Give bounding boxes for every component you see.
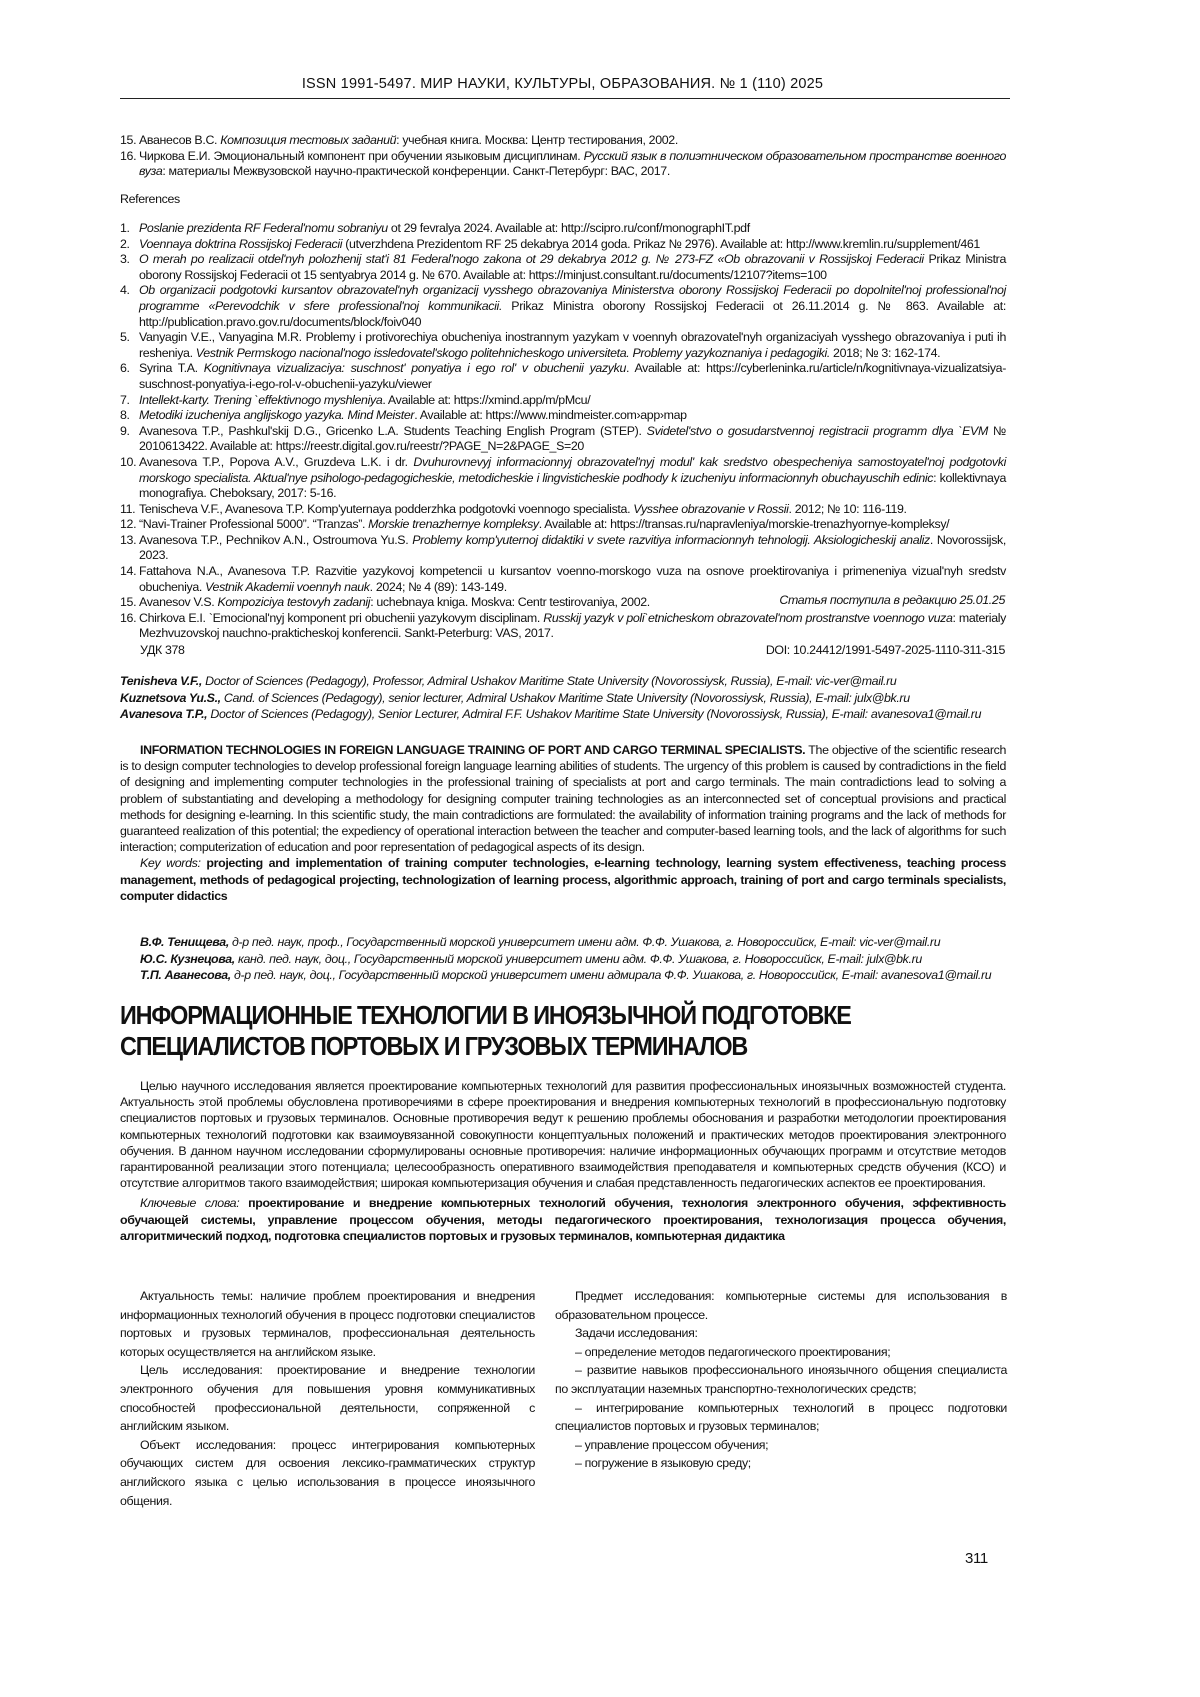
reference-item (120, 564, 1006, 595)
keywords-label: Key words: (140, 856, 201, 871)
reference-segment: . Available at: https://xmind.app/m/pMcu/ (382, 392, 591, 407)
reference-text (139, 517, 949, 531)
article-title: ИНФОРМАЦИОННЫЕ ТЕХНОЛОГИИ В ИНОЯЗЫЧНОЙ ПОДГОТОВКЕ СПЕЦИАЛИСТОВ ПОРТОВЫХ И ГРУЗОВЫХ ТЕРМИНАЛОВ (120, 1000, 851, 1061)
reference-item (120, 533, 1006, 564)
reference-text (139, 133, 678, 147)
reference-number: 16. (120, 610, 137, 625)
reference-segment: : materialy Mezhvuzovskoj nauchno-prakticheskoj konferencii. Sankt-Peterburg: VAS, 2017. (139, 610, 1006, 641)
reference-text (139, 393, 590, 407)
reference-item (120, 393, 1006, 409)
paragraph: Цель исследования: проектирование и внедрение технологии электронного обучения для повышения уровня коммуникативных способностей профессиональной деятельности, сопряженной с английским языком. (120, 1363, 535, 1434)
reference-segment: Fattahova N.A., Avanesova T.P. Razvitie yazykovoj kompetencii u kursantov voenno-morskogo vuza na osnove proektirovaniya i primeneniya vizual'nyh sredstv obucheniya. (139, 564, 1006, 594)
reference-segment: : материалы Межвузовской научно-практической конференции. Санкт-Петербург: ВАС, 2017. (162, 164, 670, 179)
reference-title: Ob organizacii podgotovki kursantov obrazovatel'nyh organizacij vysshego obrazovaniya Ministerstva oborony Rossijskoj Federacii po dopolnitel'noj professional'noj programme «Perevodchik v sfere professional'noj kommunikacii. (139, 283, 1006, 313)
reference-text (139, 361, 1006, 391)
reference-text (139, 595, 650, 609)
reference-number: 7. (120, 392, 130, 407)
paragraph: Актуальность темы: наличие проблем проектирования и внедрения информационных технологий обучения в процесс подготовки специалистов портовых и грузовых терминалов, профессиональная деятельность которых осуществляется на английском языке. (120, 1289, 535, 1359)
reference-text (139, 533, 1006, 563)
reference-number: 11. (120, 501, 136, 516)
reference-segment: Vanyagin V.E., Vanyagina M.R. Problemy i protivorechiya obucheniya inostrannym yazykam v voennyh obrazovatel'nyh organizaciyah vysshego obrazovaniya i puti ih resheniya. (139, 330, 1006, 360)
reference-title: Русский язык в полиэтническом образовательном пространстве военного вуза (139, 148, 1006, 179)
reference-number: 4. (120, 283, 130, 298)
reference-item (120, 330, 1006, 361)
reference-text (139, 408, 687, 422)
reference-number: 3. (120, 252, 130, 267)
header-divider (120, 98, 1010, 99)
author-entry: Tenisheva V.F., Doctor of Sciences (Pedagogy), Professor, Admiral Ushakov Maritime State University (Novorossiysk, Russia), E-mail: vic-ver@mail.ru (120, 674, 897, 688)
reference-item: 16. Чиркова Е.И. Эмоциональный компонент при обучении языковым дисциплинам. Русский язык в полиэтническом образовательном пространстве военного вуза: материалы Межвузовской научно-практической конференции. Санкт-Петербург: ВАС, 2017. (120, 148, 1006, 179)
reference-number: 15. (120, 595, 137, 610)
keywords-en: projecting and implementation of training computer technologies, e-learning technology, learning system effectiveness, teaching process management, methods of pedagogical projecting, technologization of learning process, algorithmic approach, training of port and cargo terminals specialists, computer didactics (120, 856, 1006, 903)
author-entry: Ю.С. Кузнецова, канд. пед. наук, доц., Государственный морской университет имени адм. Ф.Ф. Ушакова, г. Новороссийск, E-mail: julx@bk.ru (140, 951, 922, 966)
body-right-column (555, 1287, 1007, 1473)
reference-text (139, 237, 980, 251)
task-item: – интегрирование компьютерных технологий в процесс подготовки специалистов портовых и грузовых терминалов; (555, 1400, 1007, 1434)
reference-text (139, 149, 1006, 179)
author-entry: Avanesova T.P., Doctor of Sciences (Pedagogy), Senior Lecturer, Admiral F.F. Ushakov Maritime State University (Novorossiysk, Russia), E-mail: avanesova1@mail.ru (120, 707, 982, 721)
reference-segment: . 2024; № 4 (89): 143-149. (369, 579, 507, 594)
reference-item (120, 502, 1006, 518)
reference-segment: Prikaz Ministra oborony Rossijskoj Federacii ot 15 sentyabrya 2014 g. № 670. Available at: https://minjust.consultant.ru/documents/12107?items=100 (139, 252, 1006, 282)
reference-title: Voennaya doktrina Rossijskoj Federacii (139, 236, 343, 251)
reference-segment: : uchebnaya kniga. Moskva: Centr testirovaniya, 2002. (370, 595, 650, 610)
body-left-column (120, 1287, 535, 1510)
reference-text (139, 252, 1006, 282)
task-item: – погружение в языковую среду; (575, 1456, 751, 1471)
reference-text (139, 455, 1006, 500)
reference-title: Композиция тестовых заданий (220, 133, 397, 147)
reference-text (139, 564, 1006, 594)
reference-title: Kognitivnaya vizualizaciya: suschnost' ponyatiya i ego rol' v obuchenii yazyku (203, 361, 627, 376)
reference-segment: № 2010613422. Available at: https://reestr.digital.gov.ru/reestr/?PAGE_N=2&PAGE_S=20 (139, 423, 1006, 454)
task-item: – развитие навыков профессионального иноязычного общения специалиста по эксплуатации наземных транспортно-технологических средств; (555, 1363, 1007, 1396)
authors-en (120, 673, 1006, 723)
paragraph: Объект исследования: процесс интегрирования компьютерных обучающих систем для освоения лексико-грамматических структур английского языка с целью использования в процессе иноязычного общения. (120, 1437, 535, 1508)
abstract-ru-text: Целью научного исследования является проектирование компьютерных технологий для развития профессиональных иноязычных возможностей студента. Актуальность этой проблемы обусловлена противоречиями в сфере проектирования и внедрения компьютерных технологий в профессиональную подготовку специалистов портовых и грузовых терминалов. Основные противоречия ведут к решению проблемы обоснования и разработки методологии проектирования компьютерных технологий подготовки как взаимоувязанной совокупности концептуальных положений и практических методов проектирования электронного обучения. В данном научном исследовании сформулированы основные противоречия: наличие информационных обучающих программ и отсутствие методов гарантированной реализации этого потенциала; целесообразность оперативного взаимодействия преподавателя и компьютерных средств обучения (КСО) и отсутствие алгоритмов такого взаимодействия; широкая компьютеризация обучения и слабая представленность педагогических аспектов ее проектирования. (120, 1079, 1006, 1191)
reference-number: 5. (120, 330, 130, 345)
russian-reference-list (120, 133, 1006, 180)
reference-segment: Avanesova T.P., Popova A.V., Gruzdeva L.K. i dr. (139, 454, 414, 469)
reference-title: Vestnik Akademii voennyh nauk (205, 579, 370, 594)
reference-number: 8. (120, 408, 130, 423)
abstract-ru (120, 1078, 1006, 1244)
reference-text (139, 221, 750, 235)
reference-segment: Avanesova T.P., Pashkul'skij D.G., Gricenko L.A. Students Teaching English Program (STEP). (139, 423, 647, 438)
reference-segment: Tenischeva V.F., Avanesova T.P. Komp'yuternaya podderzhka podgotovki voennogo specialista. (139, 501, 634, 516)
reference-item (120, 237, 1006, 253)
page-number: 311 (965, 1550, 988, 1567)
reference-item (120, 361, 1006, 392)
reference-segment: (utverzhdena Prezidentom RF 25 dekabrya 2014 goda. Prikaz № 2976). Available at: http://www.kremlin.ru/supplement/461 (342, 236, 980, 251)
author-entry: В.Ф. Тенищева, д-р пед. наук, проф., Государственный морской университет имени адм. Ф.Ф. Ушакова, г. Новороссийск, E-mail: vic-ver@mail.ru (140, 935, 941, 949)
task-item: – управление процессом обучения; (575, 1437, 769, 1452)
reference-text (139, 424, 1006, 454)
doi: DOI: 10.24412/1991-5497-2025-1110-311-315 (765, 643, 1005, 657)
reference-item (120, 408, 1006, 424)
reference-item: 15. Аванесов В.С. Композиция тестовых заданий: учебная книга. Москва: Центр тестирования, 2002. (120, 133, 678, 147)
reference-title: Problemy komp'yuternoj didaktiki v svete razvitiya informacionnyh tehnologij. Aksiologicheskij analiz (412, 532, 930, 547)
reference-segment: Аванесов В.С. (139, 133, 221, 147)
reference-number: 1. (120, 221, 130, 235)
keywords-ru: проектирование и внедрение компьютерных технологий обучения, технология электронного обучения, эффективность обучающей системы, управление процессом обучения, методы педагогического проектирования, технологизация процесса обучения, алгоритмический подход, подготовка специалистов портовых и грузовых терминалов, компьютерная дидактика (120, 1196, 1006, 1243)
reference-text (139, 283, 1006, 328)
udk-code: УДК 378 (140, 643, 185, 657)
reference-number: 6. (120, 361, 130, 376)
references-list (120, 221, 1006, 642)
reference-title: Vysshee obrazovanie v Rossii (633, 501, 789, 516)
reference-text (139, 611, 1006, 641)
paragraph: Предмет исследования: компьютерные системы для использования в образовательном процессе. (555, 1289, 1007, 1322)
reference-segment: Чиркова Е.И. Эмоциональный компонент при обучении языковым дисциплинам. (139, 148, 584, 163)
reference-segment: ot 29 fevralya 2024. Available at: http://scipro.ru/conf/monographIT.pdf (387, 221, 750, 235)
reference-item (120, 424, 1006, 455)
reference-item (120, 455, 1006, 502)
tasks-label: Задачи исследования: (575, 1326, 698, 1341)
reference-item (120, 221, 1006, 237)
reference-item (120, 611, 1006, 642)
reference-title: Svidetel'stvo o gosudarstvennoj registracii programm dlya `EVM (646, 423, 988, 438)
running-header: ISSN 1991-5497. МИР НАУКИ, КУЛЬТУРЫ, ОБРАЗОВАНИЯ. № 1 (110) 2025 (301, 76, 824, 92)
reference-segment: Avanesov V.S. (139, 595, 218, 610)
reference-segment: 2018; № 3: 162-174. (829, 345, 941, 360)
reference-segment: Chirkova E.I. `Emocional'nyj komponent pri obuchenii yazykovym disciplinam. (139, 610, 544, 625)
keywords-label: Ключевые слова: (140, 1196, 240, 1211)
reference-title: O merah po realizacii otdel'nyh polozhenij stat'i 81 Federal'nogo zakona ot 29 dekabrya 2012 g. № 273-FZ «Ob obrazovanii v Rossijskoj Federacii (139, 252, 924, 267)
received-date: Статья поступила в редакцию 25.01.25 (779, 593, 1005, 607)
reference-title: Kompoziciya testovyh zadanij (217, 595, 371, 610)
reference-number: 13. (120, 532, 137, 547)
abstract-en (120, 742, 1006, 904)
reference-number: 12. (120, 517, 137, 532)
reference-segment: : kollektivnaya monografiya. Cheboksary, 2017: 5-16. (139, 470, 1006, 501)
reference-title: Morskie trenazhernye kompleksy (368, 517, 539, 532)
author-entry: Т.П. Аванесова, д-р пед. наук, доц., Государственный морской университет имени адмирала Ф.Ф. Ушакова, г. Новороссийск, E-mail: avanesova1@mail.ru (140, 968, 992, 982)
reference-segment: . Novorossijsk, 2023. (139, 532, 1006, 563)
reference-title: Metodiki izucheniya anglijskogo yazyka. Mind Meister (139, 408, 415, 423)
reference-number: 2. (120, 236, 130, 251)
reference-segment: Prikaz Ministra oborony Rossijskoj Federacii ot 26.11.2014 g. № 863. Available at: http://publication.pravo.gov.ru/documents/block/foiv040 (139, 298, 1006, 329)
reference-segment: . 2012; № 10: 116-119. (788, 501, 907, 516)
reference-number: 14. (120, 564, 137, 579)
reference-segment: Syrina T.A. (139, 361, 204, 376)
reference-title: Poslanie prezidenta RF Federal'nomu sobraniyu (139, 221, 388, 235)
reference-text (139, 502, 907, 516)
reference-title: Dvuhurovnevyj informacionnyj obrazovatel'nyj modul' kak sredstvo obespecheniya samostoyatel'noj podgotovki morskogo specialista. Aktual'nye psihologo-pedagogicheskie, metodicheskie i lingvisticheskie podhody k izucheniyu informacionnyh obuchayuschih edinic (139, 454, 1006, 485)
reference-item (120, 283, 1006, 330)
author-entry: Kuznetsova Yu.S., Cand. of Sciences (Pedagogy), senior lecturer, Admiral Ushakov Maritime State University (Novorossiysk, Russia), E-mail: julx@bk.ru (120, 690, 910, 705)
reference-item (120, 252, 1006, 283)
reference-number: 10. (120, 454, 137, 469)
references-heading: References (120, 192, 180, 206)
authors-ru (140, 934, 1010, 984)
reference-segment: . Available at: https://cyberleninka.ru/article/n/kognitivnaya-vizualizatsiya-suschnost-ponyatiya-i-ego-rol-v-obuchenii-yazyku/viewer (139, 361, 1006, 391)
reference-title: Russkij yazyk v poli`etnicheskom obrazovatel'nom prostranstve voennogo vuza (543, 610, 953, 625)
reference-number: 9. (120, 423, 130, 438)
reference-title: Intellekt-karty. Trening `effektivnogo myshleniya (139, 392, 383, 407)
reference-segment: . Available at: https://transas.ru/napravleniya/morskie-trenazhyornye-kompleksy/ (538, 517, 950, 532)
task-item: – определение методов педагогического проектирования; (575, 1344, 891, 1359)
reference-segment: . Available at: https://www.mindmeister.com›app›map (414, 408, 687, 423)
abstract-en-title: INFORMATION TECHNOLOGIES IN FOREIGN LANGUAGE TRAINING OF PORT AND CARGO TERMINAL SPECIALISTS. (140, 743, 806, 757)
reference-segment: : учебная книга. Москва: Центр тестирования, 2002. (396, 133, 678, 147)
reference-segment: Avanesova T.P., Pechnikov A.N., Ostroumova Yu.S. (139, 532, 413, 547)
reference-text (139, 330, 1006, 360)
abstract-en-text: The objective of the scientific research is to design computer technologies to develop professional foreign language learning abilities of students. The urgency of this problem is caused by contradictions in the field of designing and implementing computer technologies in the professional training of specialists at port and cargo terminals. The main contradictions lead to solving a problem of substantiating and developing a methodology for designing computer training technologies as an interconnected set of conceptual provisions and practical methods for designing e-learning. In this scientific study, the main contradictions are formulated: the availability of information training programs and the lack of methods for guaranteed realization of this potential; the expediency of operational interaction between the teacher and computer-based learning tools, and the lack of algorithms for such interaction; computerization of education and poor representation of pedagogical aspects of its design. (120, 743, 1006, 855)
reference-segment: “Navi-Trainer Professional 5000”. “Tranzas”. (139, 517, 369, 532)
reference-item (120, 517, 1006, 533)
reference-title: Vestnik Permskogo nacional'nogo issledovatel'skogo politehnicheskogo universiteta. Problemy yazykoznaniya i pedagogiki. (195, 345, 830, 360)
